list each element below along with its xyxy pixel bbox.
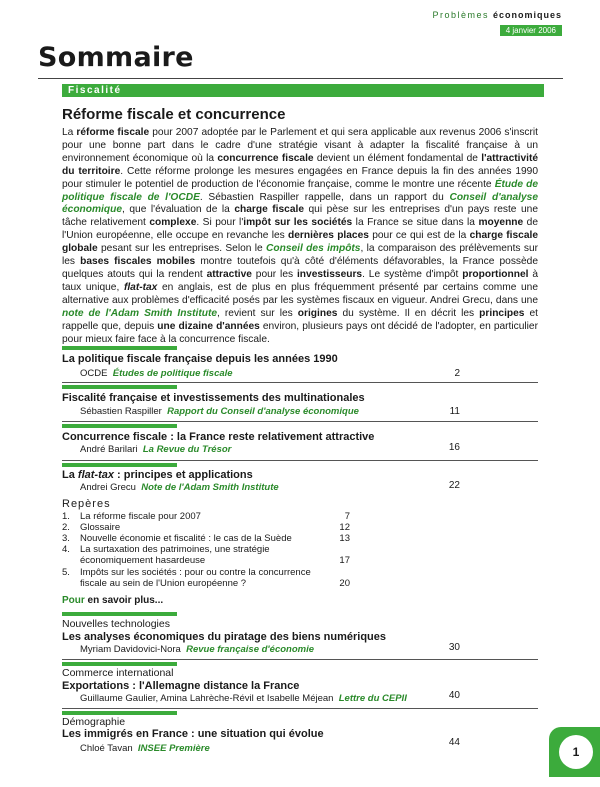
page-number: 1 xyxy=(559,735,593,769)
entry-rule xyxy=(62,659,538,660)
page-number-badge xyxy=(549,727,600,777)
entry-divider xyxy=(62,612,177,616)
category-label: Nouvelles technologies xyxy=(62,618,170,630)
reperes-item[interactable]: 4. La surtaxation des patrimoines, une stratégie économiquement hasardeuse xyxy=(62,544,270,566)
entry-source: OCDE Études de politique fiscale xyxy=(80,368,233,379)
reperes-heading: Repères xyxy=(62,498,111,510)
title-rule xyxy=(38,78,563,79)
entry-page: 11 xyxy=(449,406,460,417)
entry-rule xyxy=(62,708,538,709)
pour-en-savoir-plus: Pour en savoir plus... xyxy=(62,595,164,606)
section-label: Fiscalité xyxy=(62,84,544,97)
entry-title[interactable]: La flat-tax : principes et applications xyxy=(62,469,253,481)
entry-divider xyxy=(62,346,177,350)
entry-source: Chloé Tavan INSEE Première xyxy=(80,743,210,754)
article-title[interactable]: Les analyses économiques du piratage des biens numériques xyxy=(62,631,386,643)
reperes-page: 13 xyxy=(339,533,350,544)
intro-paragraph: La réforme fiscale pour 2007 adoptée par le Parlement et qui sera applicable aux revenus 2006 s'inscrit pour une bonne part dans le cadre d'une stratégie visant à adapter la fiscalité française à un environnement économique où la concurrence fiscale devient un élément fondamental de l'attractivité du territoire. Cette réforme prolonge les mesures engagées en France depuis la fin des années 1990 pour stimuler le potentiel de production de l'économie française, comme le montre une récente Étude de politique fiscale de l'OCDE. Sébastien Raspiller rappelle, dans un rapport du Conseil d'analyse économique, que l'évaluation de la charge fiscale qui pèse sur les entreprises d'un pays reste une tâche relativement complexe. Si pour l'impôt sur les sociétés la France se situe dans la moyenne de l'Union européenne, elle occupe en revanche les dernières places pour ce qui est de la charge fiscale globale pesant sur les entreprises. Selon le Conseil des impôts, la comparaison des prélèvements sur les bases fiscales mobiles montre toutefois qu'à côté d'éléments défavorables, la France possède quelques atouts qui la rendent attractive pour les investisseurs. Le système d'impôt proportionnel à taux unique, flat-tax en anglais, est de plus en plus fréquemment présenté par certains comme une alternative aux problèmes d'efficacité posés par les systèmes fiscaux en vigueur. Andrei Grecu, dans une note de l'Adam Smith Institute, revient sur les origines du système. Il en décrit les principes et rappelle que, depuis une dizaine d'années environ, plusieurs pays ont décidé de l'adopter, en particulier pour mieux faire face à la concurrence fiscale. xyxy=(62,127,539,345)
entry-rule xyxy=(62,421,538,422)
publication-bold: économiques xyxy=(492,10,562,20)
entry-page: 44 xyxy=(448,737,460,748)
entry-source: Sébastien Raspiller Rapport du Conseil d'analyse économique xyxy=(80,406,359,417)
main-title: Réforme fiscale et concurrence xyxy=(62,106,286,123)
publication-prefix: Problèmes xyxy=(432,10,493,20)
entry-page: 16 xyxy=(448,442,460,453)
article-title[interactable]: Exportations : l'Allemagne distance la France xyxy=(62,680,300,692)
reperes-page: 20 xyxy=(339,578,350,589)
entry-divider xyxy=(62,385,177,389)
reperes-item[interactable]: 5. Impôts sur les sociétés : pour ou contre la concurrence fiscale au sein de l'Union européenne ? xyxy=(62,567,311,589)
entry-title[interactable]: Fiscalité française et investissements des multinationales xyxy=(62,392,365,404)
entry-page: 22 xyxy=(448,480,460,491)
entry-source: Guillaume Gaulier, Amina Lahrèche-Révil et Isabelle Méjean Lettre du CEPII xyxy=(80,693,407,704)
entry-page: 30 xyxy=(448,642,460,653)
reperes-page: 17 xyxy=(339,555,350,566)
entry-title[interactable]: La politique fiscale française depuis les années 1990 xyxy=(62,353,338,365)
reperes-page: 12 xyxy=(339,522,350,533)
publication-header xyxy=(432,10,562,38)
reperes-item[interactable]: 2. Glossaire xyxy=(62,522,121,533)
reperes-item[interactable]: 1. La réforme fiscale pour 2007 xyxy=(62,511,201,522)
issue-date: 4 janvier 2006 xyxy=(500,25,562,36)
entry-page: 40 xyxy=(448,690,460,701)
entry-title[interactable]: Concurrence fiscale : la France reste relativement attractive xyxy=(62,431,375,443)
entry-source: André Barilari La Revue du Trésor xyxy=(80,444,232,455)
reperes-item[interactable]: 3. Nouvelle économie et fiscalité : le cas de la Suède xyxy=(62,533,292,544)
category-label: Démographie xyxy=(62,716,126,728)
entry-rule xyxy=(62,460,538,461)
article-title[interactable]: Les immigrés en France : une situation qui évolue xyxy=(62,728,324,740)
entry-page: 2 xyxy=(454,368,460,379)
entry-divider xyxy=(62,424,177,428)
entry-source: Myriam Davidovici-Nora Revue française d'économie xyxy=(80,644,315,655)
page-title: Sommaire xyxy=(38,42,194,73)
entry-divider xyxy=(62,662,177,666)
category-label: Commerce international xyxy=(62,667,174,679)
publication-name xyxy=(432,10,562,20)
entry-rule xyxy=(62,382,538,383)
reperes-page: 7 xyxy=(344,511,350,522)
entry-divider xyxy=(62,463,177,467)
entry-divider xyxy=(62,711,177,715)
entry-source: Andrei Grecu Note de l'Adam Smith Institute xyxy=(80,482,279,493)
